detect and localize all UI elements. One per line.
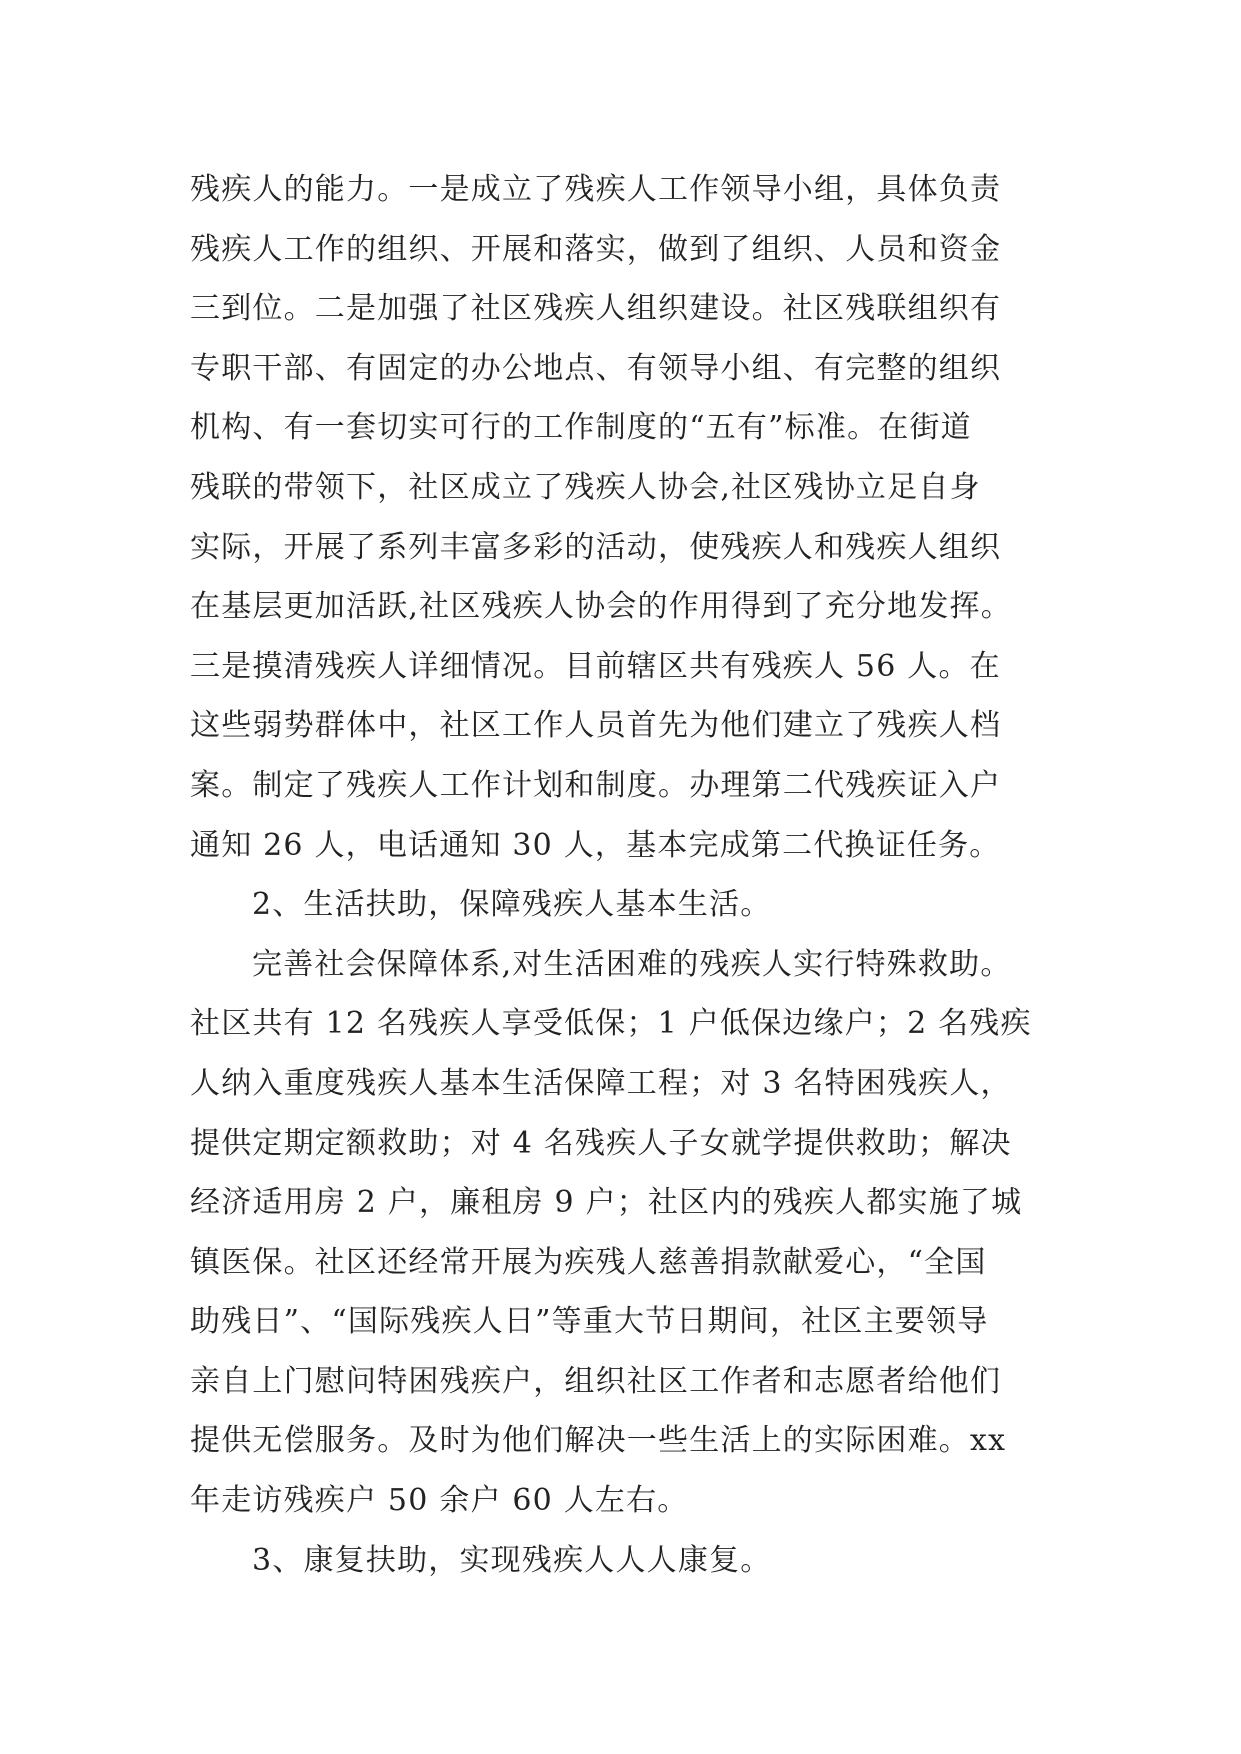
text-line: 残疾人工作的组织、开展和落实，做到了组织、人员和资金: [190, 231, 1002, 267]
text-line: 通知 26 人，电话通知 30 人，基本完成第二代换证任务。: [190, 827, 1001, 863]
paragraph-first-line: 完善社会保障体系,对生活困难的残疾人实行特殊救助。: [252, 946, 1012, 982]
text-line: 残联的带领下，社区成立了残疾人协会,社区残协立足自身: [190, 469, 981, 505]
text-line: 案。制定了残疾人工作计划和制度。办理第二代残疾证入户: [190, 767, 1002, 803]
text-line: 提供定期定额救助；对 4 名残疾人子女就学提供救助；解决: [190, 1125, 1012, 1161]
text-line: 在基层更加活跃,社区残疾人协会的作用得到了充分地发挥。: [190, 589, 1012, 625]
text-line: 这些弱势群体中，社区工作人员首先为他们建立了残疾人档: [190, 708, 1002, 744]
text-line: 机构、有一套切实可行的工作制度的“五有”标准。在街道: [190, 410, 972, 446]
text-line: 提供无偿服务。及时为他们解决一些生活上的实际困难。xx: [190, 1423, 1007, 1459]
body-text: [190, 160, 1070, 1590]
section-heading: 2、生活扶助，保障残疾人基本生活。: [252, 887, 772, 923]
text-line: 三是摸清残疾人详细情况。目前辖区共有残疾人 56 人。在: [190, 648, 1001, 684]
text-line: 亲自上门慰问特困残疾户，组织社区工作者和志愿者给他们: [190, 1363, 1002, 1399]
text-line: 专职干部、有固定的办公地点、有领导小组、有完整的组织: [190, 350, 1002, 386]
text-line: 社区共有 12 名残疾人享受低保；1 户低保边缘户；2 名残疾: [190, 1006, 1032, 1042]
text-line: 实际，开展了系列丰富多彩的活动，使残疾人和残疾人组织: [190, 529, 1002, 565]
text-line: 年走访残疾户 50 余户 60 人左右。: [190, 1483, 689, 1519]
text-line: 镇医保。社区还经常开展为疾残人慈善捐款献爱心，“全国: [190, 1244, 987, 1280]
text-line: 经济适用房 2 户，廉租房 9 户；社区内的残疾人都实施了城: [190, 1185, 1023, 1221]
section-heading: 3、康复扶助，实现残疾人人人康复。: [252, 1542, 772, 1578]
text-line: 人纳入重度残疾人基本生活保障工程；对 3 名特困残疾人，: [190, 1065, 1012, 1101]
text-line: 残疾人的能力。一是成立了残疾人工作领导小组，具体负责: [190, 172, 1002, 207]
text-line: 三到位。二是加强了社区残疾人组织建设。社区残联组织有: [190, 291, 1002, 327]
text-line: 助残日”、“国际残疾人日”等重大节日期间，社区主要领导: [190, 1304, 989, 1340]
